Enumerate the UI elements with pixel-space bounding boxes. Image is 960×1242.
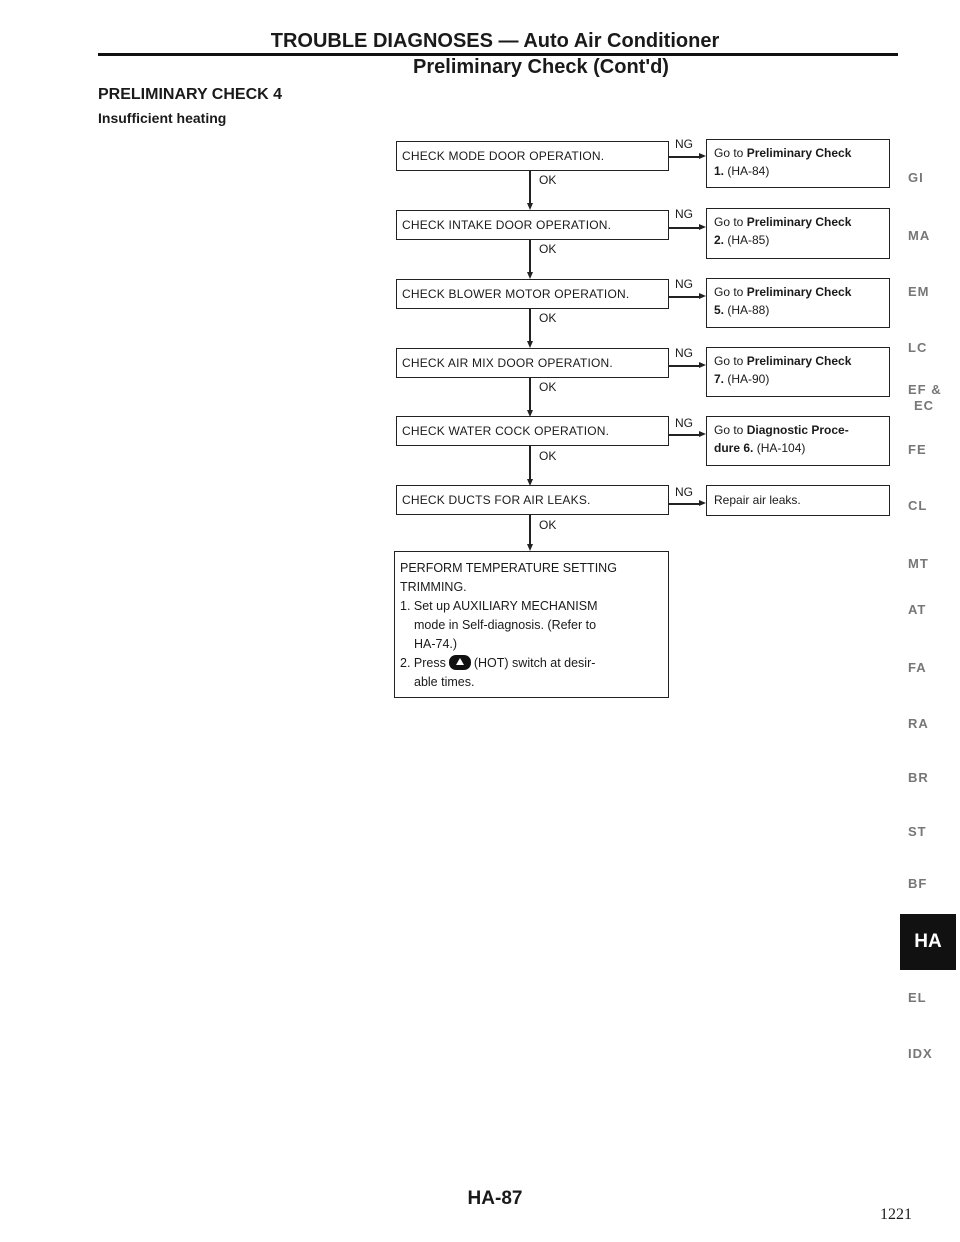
ok-label: OK [539,380,557,394]
result-ref: (HA-90) [724,372,770,386]
tab-mt[interactable]: MT [908,556,929,571]
tab-idx[interactable]: IDX [908,1046,933,1061]
result-bold: Preliminary Check [746,285,852,299]
check-box-ducts [396,485,669,515]
tab-lc[interactable]: LC [908,340,928,355]
result-prefix: Go to [714,146,747,160]
tab-fa[interactable]: FA [908,660,927,675]
ok-connector [529,515,531,545]
check-box-mode-door [396,141,669,171]
ng-label: NG [675,277,693,291]
final-line: 1. Set up AUXILIARY MECHANISM [400,599,598,613]
final-line: TRIMMING. [400,580,467,594]
tab-em[interactable]: EM [908,284,930,299]
result-bold: Diagnostic Proce- [746,423,849,437]
tab-ra[interactable]: RA [908,716,929,731]
ok-label: OK [539,311,557,325]
ok-connector [529,309,531,343]
result-text: Repair air leaks. [714,493,801,507]
tab-br[interactable]: BR [908,770,929,785]
arrow-right-icon [699,153,706,159]
ok-connector [529,378,531,411]
final-line: HA-74.) [414,637,458,651]
tab-ma[interactable]: MA [908,228,931,243]
ok-label: OK [539,242,557,256]
result-prefix: Go to [714,215,747,229]
result-bold: Preliminary Check [746,146,852,160]
tab-cl[interactable]: CL [908,498,928,513]
ng-label: NG [675,346,693,360]
check-box-water-cock [396,416,669,446]
ng-connector [669,156,699,158]
ok-connector [529,171,531,203]
final-text: (HOT) switch at desir- [473,656,596,670]
result-box-step3 [706,278,890,328]
ok-label: OK [539,173,557,187]
result-prefix: Go to [714,285,747,299]
ng-connector [669,434,699,436]
tab-el[interactable]: EL [908,990,927,1005]
final-text: 2. Press [400,656,446,670]
ng-connector [669,365,699,367]
result-prefix: Go to [714,354,747,368]
arrow-down-icon [527,341,533,348]
tab-at[interactable]: AT [908,602,927,617]
tab-fe[interactable]: FE [908,442,927,457]
check-box-blower-motor [396,279,669,309]
arrow-down-icon [527,272,533,279]
arrow-right-icon [699,293,706,299]
check-box-air-mix-door [396,348,669,378]
arrow-right-icon [699,500,706,506]
tab-st[interactable]: ST [908,824,927,839]
final-action-box [394,551,669,698]
result-box-step2 [706,208,890,259]
tab-ha-active[interactable]: HA [900,914,956,970]
result-box-step6 [706,485,890,516]
check-label: CHECK DUCTS FOR AIR LEAKS. [402,493,591,507]
ok-connector [529,446,531,480]
ok-label: OK [539,449,557,463]
section-subtitle: Insufficient heating [98,110,227,126]
tab-gi[interactable]: GI [908,170,924,185]
arrow-down-icon [527,544,533,551]
ng-connector [669,227,699,229]
ok-connector [529,240,531,272]
section-title: PRELIMINARY CHECK 4 [98,86,283,103]
tab-ef[interactable]: EF & [908,382,942,397]
result-ref-bold: dure 6. [714,441,754,455]
result-ref: (HA-104) [753,441,806,455]
ng-label: NG [675,207,693,221]
result-ref: (HA-85) [724,233,770,247]
check-label: CHECK AIR MIX DOOR OPERATION. [402,356,613,370]
check-label: CHECK BLOWER MOTOR OPERATION. [402,287,630,301]
check-box-intake-door [396,210,669,240]
result-ref: (HA-88) [724,303,770,317]
check-label: CHECK MODE DOOR OPERATION. [402,149,605,163]
result-box-step4 [706,347,890,397]
hot-switch-icon [449,655,471,670]
check-label: CHECK WATER COCK OPERATION. [402,424,610,438]
final-line: PERFORM TEMPERATURE SETTING [400,561,617,575]
result-bold: Preliminary Check [746,354,852,368]
result-ref-bold: 5. [714,303,725,317]
tab-bf[interactable]: BF [908,876,928,891]
arrow-down-icon [527,203,533,210]
page-number: HA-87 [467,1188,523,1209]
header-subtitle: Preliminary Check (Cont'd) [413,56,669,78]
ng-connector [669,503,699,505]
ng-label: NG [675,416,693,430]
result-ref-bold: 7. [714,372,725,386]
final-line-press [400,654,658,673]
result-ref: (HA-84) [724,164,770,178]
ng-label: NG [675,137,693,151]
arrow-right-icon [699,224,706,230]
result-box-step1 [706,139,890,188]
arrow-right-icon [699,431,706,437]
tab-ec[interactable]: EC [914,398,935,413]
header-title: TROUBLE DIAGNOSES — Auto Air Conditioner [270,30,720,52]
arrow-right-icon [699,362,706,368]
result-bold: Preliminary Check [746,215,852,229]
ok-label: OK [539,518,557,532]
result-ref-bold: 1. [714,164,725,178]
ng-label: NG [675,485,693,499]
result-prefix: Go to [714,423,747,437]
final-line: mode in Self-diagnosis. (Refer to [414,618,597,632]
page-counter: 1221 [880,1206,912,1223]
final-line: able times. [414,675,475,689]
ng-connector [669,296,699,298]
check-label: CHECK INTAKE DOOR OPERATION. [402,218,612,232]
result-box-step5 [706,416,890,466]
result-ref-bold: 2. [714,233,725,247]
